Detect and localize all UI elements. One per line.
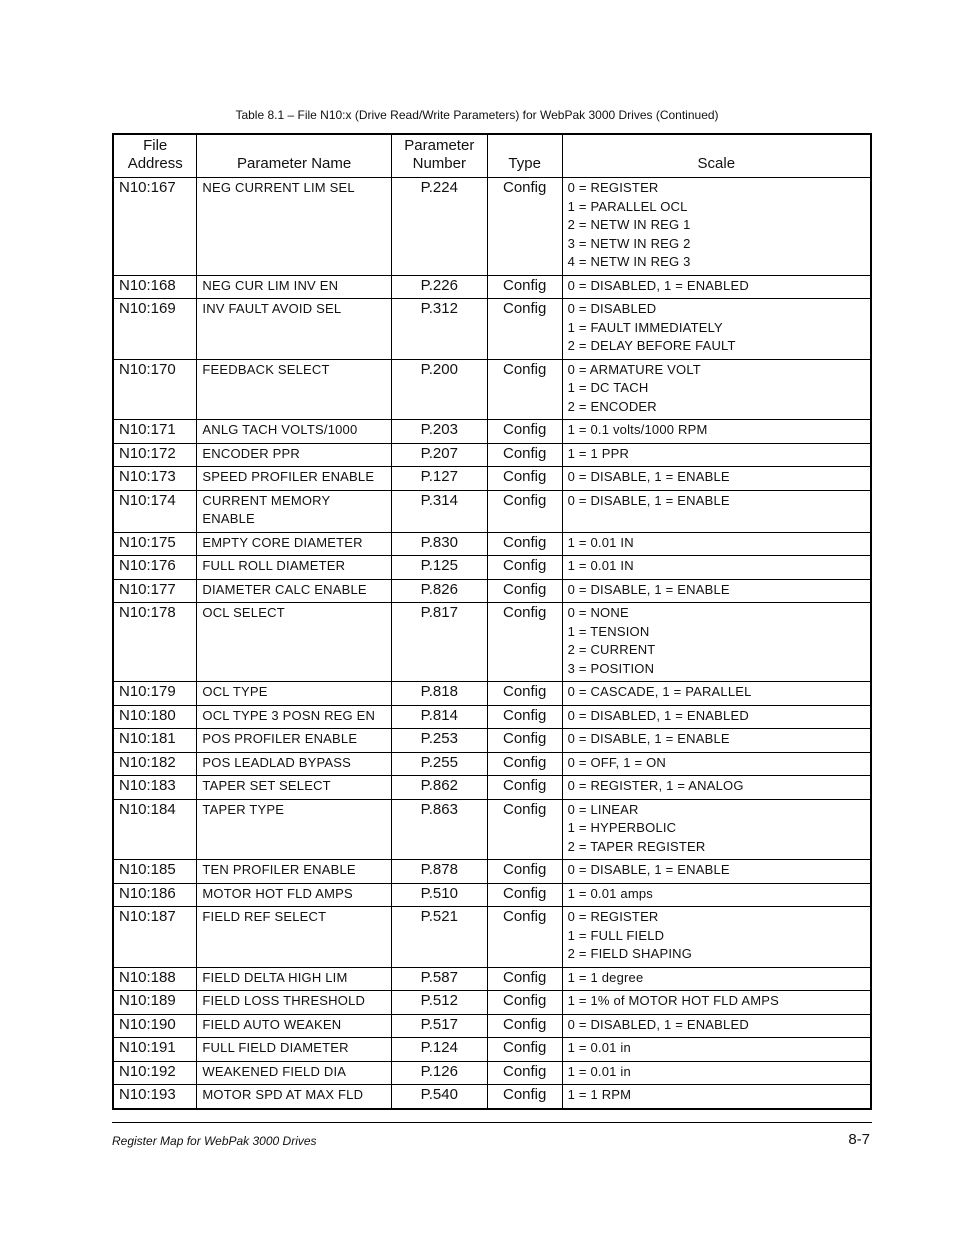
- scale-line: 0 = DISABLED, 1 = ENABLED: [567, 707, 749, 723]
- scale-line: 0 = REGISTER, 1 = ANALOG: [567, 778, 744, 793]
- scale-cell: [562, 443, 871, 467]
- scale-cell: [562, 532, 871, 556]
- type-cell: Config: [487, 443, 562, 467]
- parameter-name-cell: TAPER SET SELECT: [197, 776, 391, 800]
- table-row: [113, 776, 871, 800]
- parameter-number-cell: P.814: [391, 705, 487, 729]
- file-address-cell: N10:168: [113, 275, 197, 299]
- scale-line: 1 = 0.1 volts/1000 RPM: [567, 422, 708, 437]
- file-address-cell: N10:186: [113, 883, 197, 907]
- table-row: [113, 991, 871, 1015]
- file-address-cell: N10:193: [113, 1085, 197, 1109]
- scale-line: 1 = TENSION: [567, 623, 650, 639]
- scale-line: 1 = 0.01 in: [567, 1040, 631, 1055]
- scale-line: 0 = DISABLED: [567, 301, 657, 316]
- scale-line: 4 = NETW IN REG 3: [567, 254, 691, 269]
- type-cell: Config: [487, 579, 562, 603]
- parameter-number-cell: P.521: [391, 907, 487, 968]
- scale-cell: [562, 1038, 871, 1062]
- file-address-cell: N10:172: [113, 443, 197, 467]
- scale-cell: [562, 420, 871, 444]
- parameter-name-cell: DIAMETER CALC ENABLE: [197, 579, 391, 603]
- parameter-name-cell: FULL FIELD DIAMETER: [197, 1038, 391, 1062]
- table-header-row: [113, 134, 871, 178]
- type-cell: Config: [487, 1085, 562, 1109]
- scale-line: 1 = PARALLEL OCL: [567, 198, 688, 214]
- type-cell: Config: [487, 1014, 562, 1038]
- file-address-cell: N10:192: [113, 1061, 197, 1085]
- scale-line: 1 = 0.01 in: [567, 1063, 631, 1079]
- parameter-name-cell: NEG CURRENT LIM SEL: [197, 178, 391, 276]
- type-cell: Config: [487, 420, 562, 444]
- scale-cell: [562, 1061, 871, 1085]
- scale-line: 1 = FULL FIELD: [567, 927, 665, 943]
- parameter-number-cell: P.226: [391, 275, 487, 299]
- file-address-cell: N10:188: [113, 967, 197, 991]
- header-file-address: File Address: [113, 134, 197, 178]
- parameter-number-cell: P.512: [391, 991, 487, 1015]
- parameter-number-cell: P.124: [391, 1038, 487, 1062]
- parameter-number-cell: P.255: [391, 752, 487, 776]
- table-row: [113, 682, 871, 706]
- scale-line: 0 = DISABLE, 1 = ENABLE: [567, 492, 730, 508]
- scale-line: 3 = NETW IN REG 2: [567, 235, 691, 251]
- file-address-cell: N10:189: [113, 991, 197, 1015]
- table-row: [113, 883, 871, 907]
- type-cell: Config: [487, 799, 562, 860]
- scale-line: 2 = DELAY BEFORE FAULT: [567, 338, 736, 353]
- table-row: [113, 799, 871, 860]
- parameter-name-cell: MOTOR HOT FLD AMPS: [197, 883, 391, 907]
- parameter-name-cell: FIELD DELTA HIGH LIM: [197, 967, 391, 991]
- scale-line: 0 = OFF, 1 = ON: [567, 754, 666, 770]
- parameter-name-cell: ENCODER PPR: [197, 443, 391, 467]
- parameter-number-cell: P.126: [391, 1061, 487, 1085]
- type-cell: Config: [487, 682, 562, 706]
- table-row: [113, 860, 871, 884]
- scale-line: 2 = NETW IN REG 1: [567, 217, 691, 232]
- parameter-name-cell: SPEED PROFILER ENABLE: [197, 467, 391, 491]
- table-row: [113, 490, 871, 532]
- file-address-cell: N10:178: [113, 603, 197, 682]
- file-address-cell: N10:175: [113, 532, 197, 556]
- parameter-number-cell: P.862: [391, 776, 487, 800]
- table-row: [113, 729, 871, 753]
- parameter-name-cell: EMPTY CORE DIAMETER: [197, 532, 391, 556]
- type-cell: Config: [487, 729, 562, 753]
- file-address-cell: N10:185: [113, 860, 197, 884]
- scale-line: 1 = 0.01 IN: [567, 534, 634, 550]
- table-row: [113, 467, 871, 491]
- table-row: [113, 1061, 871, 1085]
- table-row: [113, 420, 871, 444]
- type-cell: Config: [487, 556, 562, 580]
- parameter-name-cell: POS LEADLAD BYPASS: [197, 752, 391, 776]
- scale-line: 2 = ENCODER: [567, 398, 657, 414]
- header-scale: Scale: [562, 134, 871, 178]
- scale-cell: [562, 729, 871, 753]
- parameter-number-cell: P.878: [391, 860, 487, 884]
- type-cell: Config: [487, 467, 562, 491]
- scale-cell: [562, 579, 871, 603]
- scale-cell: [562, 490, 871, 532]
- table-row: [113, 299, 871, 360]
- scale-line: 1 = 1 PPR: [567, 445, 630, 461]
- file-address-cell: N10:187: [113, 907, 197, 968]
- parameter-number-cell: P.830: [391, 532, 487, 556]
- table-row: [113, 579, 871, 603]
- table-row: [113, 443, 871, 467]
- scale-cell: [562, 275, 871, 299]
- parameter-name-cell: WEAKENED FIELD DIA: [197, 1061, 391, 1085]
- type-cell: Config: [487, 1038, 562, 1062]
- scale-cell: [562, 682, 871, 706]
- parameter-number-cell: P.863: [391, 799, 487, 860]
- parameter-number-cell: P.818: [391, 682, 487, 706]
- parameter-number-cell: P.203: [391, 420, 487, 444]
- type-cell: Config: [487, 299, 562, 360]
- parameter-number-cell: P.224: [391, 178, 487, 276]
- scale-line: 0 = NONE: [567, 605, 629, 620]
- table-row: [113, 556, 871, 580]
- type-cell: Config: [487, 359, 562, 420]
- scale-line: 1 = 0.01 amps: [567, 885, 653, 901]
- type-cell: Config: [487, 776, 562, 800]
- scale-line: 1 = HYPERBOLIC: [567, 820, 677, 835]
- parameter-number-cell: P.314: [391, 490, 487, 532]
- parameter-number-cell: P.253: [391, 729, 487, 753]
- file-address-cell: N10:191: [113, 1038, 197, 1062]
- scale-line: 0 = ARMATURE VOLT: [567, 361, 701, 377]
- parameter-name-cell: OCL TYPE 3 POSN REG EN: [197, 705, 391, 729]
- scale-cell: [562, 556, 871, 580]
- parameter-name-cell: POS PROFILER ENABLE: [197, 729, 391, 753]
- table-row: [113, 359, 871, 420]
- parameter-name-cell: FIELD REF SELECT: [197, 907, 391, 968]
- table-row: [113, 1038, 871, 1062]
- type-cell: Config: [487, 752, 562, 776]
- parameter-name-cell: OCL TYPE: [197, 682, 391, 706]
- parameter-name-cell: NEG CUR LIM INV EN: [197, 275, 391, 299]
- type-cell: Config: [487, 967, 562, 991]
- parameter-number-cell: P.587: [391, 967, 487, 991]
- scale-cell: [562, 178, 871, 276]
- scale-cell: [562, 752, 871, 776]
- parameter-number-cell: P.200: [391, 359, 487, 420]
- page-number: 8-7: [848, 1131, 870, 1148]
- file-address-cell: N10:176: [113, 556, 197, 580]
- scale-cell: [562, 967, 871, 991]
- file-address-cell: N10:183: [113, 776, 197, 800]
- file-address-cell: N10:167: [113, 178, 197, 276]
- file-address-cell: N10:171: [113, 420, 197, 444]
- scale-cell: [562, 1085, 871, 1109]
- footer-title: Register Map for WebPak 3000 Drives: [112, 1134, 317, 1148]
- table-caption: Table 8.1 – File N10:x (Drive Read/Write Parameters) for WebPak 3000 Drives (Continued): [235, 108, 719, 122]
- scale-cell: [562, 1014, 871, 1038]
- type-cell: Config: [487, 532, 562, 556]
- file-address-cell: N10:190: [113, 1014, 197, 1038]
- type-cell: Config: [487, 1061, 562, 1085]
- table-row: [113, 1014, 871, 1038]
- footer-divider: [112, 1122, 872, 1123]
- scale-cell: [562, 603, 871, 682]
- table-row: [113, 178, 871, 276]
- table-row: [113, 752, 871, 776]
- parameter-name-cell: OCL SELECT: [197, 603, 391, 682]
- table-row: [113, 1085, 871, 1109]
- register-table: [112, 133, 872, 1110]
- scale-line: 3 = POSITION: [567, 660, 655, 676]
- type-cell: Config: [487, 178, 562, 276]
- scale-line: 2 = TAPER REGISTER: [567, 838, 706, 854]
- scale-line: 1 = FAULT IMMEDIATELY: [567, 319, 723, 335]
- parameter-name-cell: FULL ROLL DIAMETER: [197, 556, 391, 580]
- scale-cell: [562, 776, 871, 800]
- parameter-name-cell: ANLG TACH VOLTS/1000: [197, 420, 391, 444]
- scale-cell: [562, 705, 871, 729]
- scale-cell: [562, 467, 871, 491]
- parameter-name-cell: FIELD LOSS THRESHOLD: [197, 991, 391, 1015]
- scale-line: 0 = DISABLED, 1 = ENABLED: [567, 277, 749, 293]
- parameter-name-cell: TEN PROFILER ENABLE: [197, 860, 391, 884]
- header-parameter-name: Parameter Name: [197, 134, 391, 178]
- type-cell: Config: [487, 883, 562, 907]
- scale-line: 0 = DISABLE, 1 = ENABLE: [567, 862, 730, 877]
- scale-cell: [562, 907, 871, 968]
- parameter-name-cell: INV FAULT AVOID SEL: [197, 299, 391, 360]
- scale-line: 1 = 0.01 IN: [567, 558, 634, 573]
- header-type: Type: [487, 134, 562, 178]
- parameter-number-cell: P.540: [391, 1085, 487, 1109]
- file-address-cell: N10:180: [113, 705, 197, 729]
- scale-line: 0 = DISABLED, 1 = ENABLED: [567, 1016, 749, 1032]
- parameter-number-cell: P.817: [391, 603, 487, 682]
- scale-line: 1 = DC TACH: [567, 380, 649, 395]
- scale-line: 2 = CURRENT: [567, 642, 656, 657]
- scale-line: 1 = 1 degree: [567, 969, 644, 985]
- scale-line: 1 = 1 RPM: [567, 1087, 632, 1102]
- scale-line: 0 = REGISTER: [567, 180, 659, 195]
- parameter-name-cell: FIELD AUTO WEAKEN: [197, 1014, 391, 1038]
- parameter-name-cell: TAPER TYPE: [197, 799, 391, 860]
- file-address-cell: N10:173: [113, 467, 197, 491]
- file-address-cell: N10:182: [113, 752, 197, 776]
- type-cell: Config: [487, 705, 562, 729]
- scale-line: 0 = LINEAR: [567, 801, 639, 817]
- table-row: [113, 907, 871, 968]
- parameter-number-cell: P.127: [391, 467, 487, 491]
- scale-line: 1 = 1% of MOTOR HOT FLD AMPS: [567, 993, 779, 1008]
- parameter-name-cell: FEEDBACK SELECT: [197, 359, 391, 420]
- scale-line: 0 = DISABLE, 1 = ENABLE: [567, 469, 730, 484]
- scale-line: 0 = CASCADE, 1 = PARALLEL: [567, 684, 752, 699]
- scale-line: 0 = DISABLE, 1 = ENABLE: [567, 731, 730, 746]
- table-row: [113, 532, 871, 556]
- file-address-cell: N10:177: [113, 579, 197, 603]
- scale-line: 0 = REGISTER: [567, 909, 659, 924]
- parameter-number-cell: P.312: [391, 299, 487, 360]
- type-cell: Config: [487, 991, 562, 1015]
- parameter-number-cell: P.125: [391, 556, 487, 580]
- parameter-name-cell: CURRENT MEMORY ENABLE: [197, 490, 391, 532]
- file-address-cell: N10:181: [113, 729, 197, 753]
- parameter-number-cell: P.207: [391, 443, 487, 467]
- scale-cell: [562, 883, 871, 907]
- scale-cell: [562, 991, 871, 1015]
- type-cell: Config: [487, 603, 562, 682]
- type-cell: Config: [487, 907, 562, 968]
- scale-line: 2 = FIELD SHAPING: [567, 946, 693, 961]
- table-row: [113, 603, 871, 682]
- type-cell: Config: [487, 860, 562, 884]
- file-address-cell: N10:174: [113, 490, 197, 532]
- scale-cell: [562, 799, 871, 860]
- table-body: [113, 178, 871, 1109]
- parameter-name-cell: MOTOR SPD AT MAX FLD: [197, 1085, 391, 1109]
- file-address-cell: N10:169: [113, 299, 197, 360]
- scale-cell: [562, 860, 871, 884]
- file-address-cell: N10:170: [113, 359, 197, 420]
- type-cell: Config: [487, 275, 562, 299]
- scale-cell: [562, 299, 871, 360]
- parameter-number-cell: P.517: [391, 1014, 487, 1038]
- file-address-cell: N10:179: [113, 682, 197, 706]
- scale-cell: [562, 359, 871, 420]
- type-cell: Config: [487, 490, 562, 532]
- table-row: [113, 967, 871, 991]
- parameter-number-cell: P.510: [391, 883, 487, 907]
- header-parameter-number: Parameter Number: [391, 134, 487, 178]
- scale-line: 0 = DISABLE, 1 = ENABLE: [567, 581, 730, 597]
- table-row: [113, 705, 871, 729]
- parameter-number-cell: P.826: [391, 579, 487, 603]
- file-address-cell: N10:184: [113, 799, 197, 860]
- table-row: [113, 275, 871, 299]
